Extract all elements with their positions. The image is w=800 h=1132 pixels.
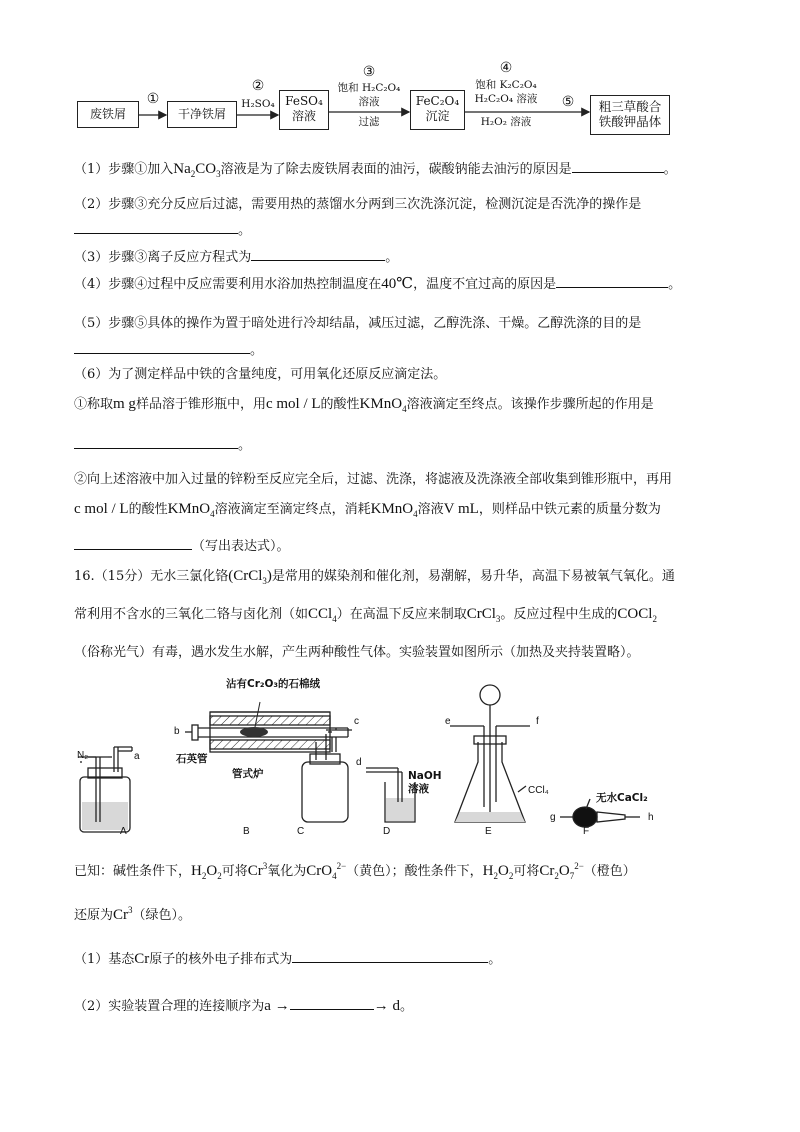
question-5-answer-line xyxy=(74,341,263,360)
q5-end: 。 xyxy=(250,343,264,358)
q6-2-hint: （写出表达式）。 xyxy=(192,539,290,554)
s1-answer-blank[interactable] xyxy=(292,950,488,963)
q4-end: 。 xyxy=(668,277,682,292)
q16-sub-2 xyxy=(74,997,413,1016)
q3-text: （3）步骤③离子反应方程式为 xyxy=(74,250,252,265)
q16-cocl2: COCl$_2$ xyxy=(617,606,657,624)
flow-step-2-label: H₂SO₄ xyxy=(241,98,275,110)
q1-answer-blank[interactable] xyxy=(572,160,664,173)
q1-text-a: （1）步骤①加入 xyxy=(74,162,174,177)
apparatus-drawing xyxy=(70,672,730,842)
known2-text-a: 还原为 xyxy=(74,908,114,923)
known-cr3: Cr$^3$ xyxy=(247,861,268,879)
flow-step-4-num: ④ xyxy=(499,60,513,76)
flow-box-feso4-line1: FeSO₄ xyxy=(285,94,323,108)
q6-2-answer-blank[interactable] xyxy=(74,537,192,550)
known-h2o2-b: $H_2O_2$ xyxy=(482,863,514,881)
flow-step-5: ⑤ xyxy=(561,94,575,110)
flow-arrows xyxy=(0,0,800,150)
label-naoh-line1: NaOH xyxy=(408,770,442,782)
flow-step-3-line3: 过滤 xyxy=(358,116,380,128)
question-4 xyxy=(74,275,681,294)
q1-text-b: 溶液是为了除去废铁屑表面的油污，碳酸钠能去油污的原因是 xyxy=(220,162,572,177)
flow-box-scrap-iron: 废铁屑 xyxy=(77,101,139,128)
label-b: b xyxy=(174,726,180,737)
q3-end: 。 xyxy=(385,250,399,265)
q6-1-mass: m g xyxy=(113,396,136,412)
q1-end: 。 xyxy=(663,162,677,177)
label-a: a xyxy=(134,751,140,762)
q6-2-kmno4-a: KMnO$_4$ xyxy=(167,501,215,519)
label-naoh-line2: 溶液 xyxy=(408,783,429,795)
question-6-2-answer-line xyxy=(74,537,290,556)
flow-step-4-line2: H₂C₂O₄ 溶液 xyxy=(474,93,538,105)
known2-cr3: Cr$^3$ xyxy=(113,905,133,923)
q6-1-kmno4: KMnO$_4$ xyxy=(359,396,407,414)
label-e: e xyxy=(445,716,451,727)
label-A: A xyxy=(120,826,127,837)
q6-1-text-d: 溶液滴定至终点。该操作步骤所起的作用是 xyxy=(406,397,654,412)
flow-box-feso4-line2: 溶液 xyxy=(291,109,316,123)
flow-box-clean-iron: 干净铁屑 xyxy=(167,101,237,128)
question-1 xyxy=(74,160,677,179)
q16-text-a: 16.（15分）无水三氯化铬 xyxy=(74,569,229,584)
label-naoh xyxy=(408,770,442,796)
q4-temperature: 40℃ xyxy=(381,276,414,292)
question-6: （6）为了测定样品中铁的含量纯度，可用氧化还原反应滴定法。 xyxy=(74,367,447,382)
known-conditions-2 xyxy=(74,906,191,925)
label-g: g xyxy=(550,812,556,823)
label-C: C xyxy=(297,826,305,837)
known-cro4: CrO$_4^{2-}$ xyxy=(306,861,347,881)
question-6-2: ②向上述溶液中加入过量的锌粉至反应完全后，过滤、洗涤，将滤液及洗涤液全部收集到锥形瓶中，再用 xyxy=(74,472,673,487)
q6-1-concentration: c mol / L xyxy=(265,396,321,412)
known-text-c: 氧化为 xyxy=(267,864,307,879)
s1-cr: Cr xyxy=(134,951,150,967)
known-h2o2-a: $H_2O_2$ xyxy=(191,863,222,881)
flow-step-2-num: ② xyxy=(251,78,265,94)
known-text-b: 可将 xyxy=(221,864,248,879)
s2-answer-blank[interactable] xyxy=(290,997,374,1010)
label-F: F xyxy=(583,826,590,837)
known-text-d: （黄色）；酸性条件下， xyxy=(346,864,483,879)
s2-text-a: （2）实验装置合理的连接顺序为 xyxy=(74,999,265,1014)
s1-end: 。 xyxy=(488,952,502,967)
label-c: c xyxy=(354,716,359,727)
s2-end-node: → d xyxy=(373,998,400,1014)
label-D: D xyxy=(383,826,391,837)
known2-text-b: （绿色）。 xyxy=(132,908,192,923)
label-ccl4: CCl₄ xyxy=(528,785,549,796)
flow-box-product-line2: 铁酸钾晶体 xyxy=(598,114,662,129)
label-f: f xyxy=(536,716,539,727)
question-2: （2）步骤③充分反应后过滤，需要用热的蒸馏水分两到三次洗涤沉淀，检测沉淀是否洗净的操作是 xyxy=(74,197,642,212)
label-quartz-tube: 石英管 xyxy=(176,753,208,765)
q6-1-answer-blank[interactable] xyxy=(74,436,238,449)
q16-line-3: （俗称光气）有毒，遇水发生水解，产生两种酸性气体。实验装置如图所示（加热及夹持装置略）。 xyxy=(74,645,640,660)
label-n2: N₂ xyxy=(77,750,89,761)
question-6-2-line2 xyxy=(74,500,661,519)
q4-answer-blank[interactable] xyxy=(556,275,668,288)
q4-text-a: （4）步骤④过程中反应需要利用水浴加热控制温度在 xyxy=(74,277,382,292)
q4-text-b: ，温度不宜过高的原因是 xyxy=(413,277,557,292)
q6-2-text-e: ，则样品中铁元素的质量分数为 xyxy=(478,502,661,517)
label-cacl2: 无水CaCl₂ xyxy=(596,792,648,804)
q16-l2-text-b: ）在高温下反应来制取 xyxy=(336,607,467,622)
question-3 xyxy=(74,248,398,267)
q16-text-b: 是常用的媒染剂和催化剂，易潮解，易升华，高温下易被氧气氧化。通 xyxy=(271,569,675,584)
label-h: h xyxy=(648,812,654,823)
label-d: d xyxy=(356,757,362,768)
known-text-a: 已知：碱性条件下， xyxy=(74,864,192,879)
q3-answer-blank[interactable] xyxy=(251,248,385,261)
s2-start: a → xyxy=(264,998,290,1014)
q16-l2-text-c: 。反应过程中生成的 xyxy=(500,607,618,622)
question-5: （5）步骤⑤具体的操作为置于暗处进行冷却结晶，减压过滤，乙醇洗涤、干燥。乙醇洗涤的目的是 xyxy=(74,316,642,331)
q5-answer-blank[interactable] xyxy=(74,341,250,354)
known-text-e: 可将 xyxy=(513,864,540,879)
known-conditions xyxy=(74,862,636,881)
q16-line-2 xyxy=(74,605,657,624)
q6-2-kmno4-b: KMnO$_4$ xyxy=(370,501,418,519)
question-2-answer-line xyxy=(74,221,251,240)
label-E: E xyxy=(485,826,492,837)
q6-2-volume: V mL xyxy=(443,501,479,517)
q16-ccl4: CCl$_4$ xyxy=(308,606,337,624)
q16-crcl3-formula: (CrCl$_3$) xyxy=(228,568,272,586)
flow-step-1: ① xyxy=(146,91,160,107)
known-cr2o7: $Cr_2O_7^{2-}$ xyxy=(539,861,584,881)
apparatus-title: 沾有Cr₂O₃的石棉绒 xyxy=(226,678,321,690)
flow-box-fec2o4-line1: FeC₂O₄ xyxy=(415,94,460,108)
flow-step-3-line2: 溶液 xyxy=(358,96,380,108)
question-6-1-answer-line xyxy=(74,436,251,455)
q16-l2-text-a: 常利用不含水的三氧化二铬与卤化剂（如 xyxy=(74,607,309,622)
s1-text-a: （1）基态 xyxy=(74,952,135,967)
q6-1-text-b: 样品溶于锥形瓶中，用 xyxy=(135,397,266,412)
q6-2-concentration: c mol / L xyxy=(74,501,129,517)
q1-formula: $Na_2CO_3$ xyxy=(173,161,221,179)
flow-step-4-line3: H₂O₂ 溶液 xyxy=(480,116,532,128)
q6-1-end: 。 xyxy=(238,438,252,453)
q6-2-text-d: 溶液 xyxy=(417,502,444,517)
q16-sub-1 xyxy=(74,950,501,969)
flow-step-3-num: ③ xyxy=(362,64,376,80)
s2-end: 。 xyxy=(399,999,413,1014)
s1-text-b: 原子的核外电子排布式为 xyxy=(149,952,293,967)
label-tube-furnace: 管式炉 xyxy=(232,768,264,780)
q2-end: 。 xyxy=(238,223,252,238)
q2-answer-blank[interactable] xyxy=(74,221,238,234)
q6-2-text-b: 的酸性 xyxy=(128,502,168,517)
flow-step-3-line1: 饱和 H₂C₂O₄ xyxy=(337,82,401,94)
q16-crcl3: CrCl$_3$ xyxy=(466,606,501,624)
question-6-1 xyxy=(74,395,654,414)
flow-box-product-line1: 粗三草酸合 xyxy=(598,99,662,114)
q6-1-text-c: 的酸性 xyxy=(320,397,360,412)
q6-1-text-a: ①称取 xyxy=(74,397,114,412)
flow-step-4-line1: 饱和 K₂C₂O₄ xyxy=(475,79,537,91)
flow-box-fec2o4-line2: 沉淀 xyxy=(425,109,450,123)
label-B: B xyxy=(243,826,250,837)
q6-2-text-c: 溶液滴定至滴定终点，消耗 xyxy=(214,502,371,517)
q16-line-1 xyxy=(74,567,675,586)
known-text-f: （橙色） xyxy=(583,864,636,879)
